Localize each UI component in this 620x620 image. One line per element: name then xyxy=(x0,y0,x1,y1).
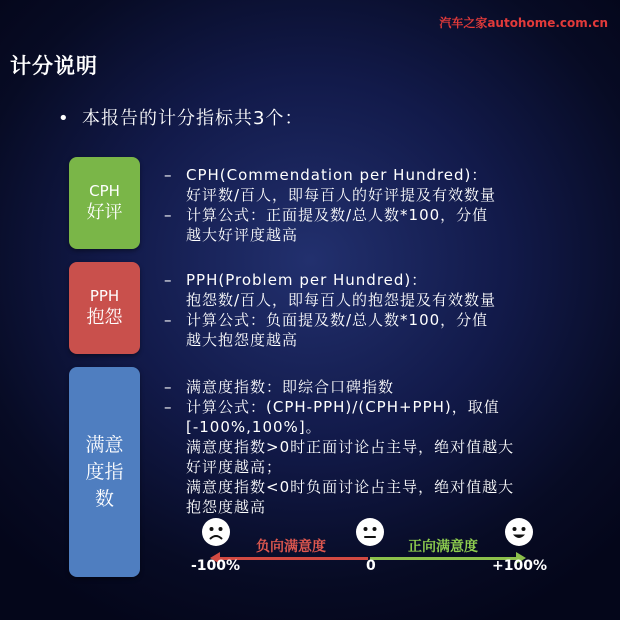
cph-card xyxy=(69,157,140,249)
satisfaction-card xyxy=(69,367,140,577)
satisfaction-negative-note: 满意度指数<0时负面讨论占主导，绝对值越大 xyxy=(186,478,515,496)
sad-face-icon xyxy=(202,518,230,546)
cph-definition-text: CPH(Commendation per Hundred)： xyxy=(186,166,488,184)
pph-description xyxy=(164,270,584,350)
cph-definition-detail: 好评数/百人，即每百人的好评提及有效数量 xyxy=(186,186,497,204)
satisfaction-definition-text: 满意度指数：即综合口碑指数 xyxy=(186,378,395,396)
satisfaction-positive-note: 满意度指数>0时正面讨论占主导，绝对值越大 xyxy=(186,438,515,456)
dash-marker: – xyxy=(164,398,173,416)
satisfaction-name: 满意度指数 xyxy=(85,433,124,510)
page-title: 计分说明 xyxy=(10,54,98,78)
positive-satisfaction-label: 正向满意度 xyxy=(408,539,478,555)
intro-line xyxy=(58,104,303,130)
satisfaction-formula xyxy=(164,397,584,417)
pph-formula-detail: 越大抱怨度越高 xyxy=(186,331,299,349)
scale-min-label: -100% xyxy=(191,558,241,574)
cph-formula xyxy=(164,205,584,225)
cph-formula-text: 计算公式：正面提及数/总人数*100，分值 xyxy=(186,206,489,224)
intro-text: 本报告的计分指标共3个： xyxy=(82,108,304,129)
pph-definition-detail: 抱怨数/百人，即每百人的抱怨提及有效数量 xyxy=(186,291,497,309)
pph-definition xyxy=(164,270,584,290)
pph-code: PPH xyxy=(89,287,120,305)
watermark: 汽车之家autohome.com.cn xyxy=(439,16,608,30)
dash-marker: – xyxy=(164,206,173,224)
scale-zero-label: 0 xyxy=(366,558,376,574)
pph-formula-text: 计算公式：负面提及数/总人数*100，分值 xyxy=(186,311,489,329)
dash-marker: – xyxy=(164,311,173,329)
pph-name: 抱怨 xyxy=(86,307,123,328)
dash-marker: – xyxy=(164,166,173,184)
negative-axis-line xyxy=(218,557,368,560)
pph-definition-text: PPH(Problem per Hundred)： xyxy=(186,271,428,289)
satisfaction-description xyxy=(164,377,584,517)
pph-formula xyxy=(164,310,584,330)
bullet-icon: • xyxy=(58,108,70,129)
cph-code: CPH xyxy=(89,182,120,200)
satisfaction-positive-note-end: 好评度越高； xyxy=(186,458,283,476)
neutral-face-icon xyxy=(356,518,384,546)
satisfaction-formula-text: 计算公式：(CPH-PPH)/(CPH+PPH)，取值 xyxy=(186,398,500,416)
satisfaction-negative-note-end: 抱怨度越高 xyxy=(186,498,267,516)
cph-name: 好评 xyxy=(86,202,123,223)
dash-marker: – xyxy=(164,378,173,396)
cph-formula-detail: 越大好评度越高 xyxy=(186,226,299,244)
dash-marker: – xyxy=(164,271,173,289)
cph-description xyxy=(164,165,584,245)
happy-face-icon xyxy=(505,518,533,546)
satisfaction-range: [-100%,100%]。 xyxy=(186,418,322,436)
scale-max-label: +100% xyxy=(492,558,547,574)
pph-card xyxy=(69,262,140,354)
negative-satisfaction-label: 负向满意度 xyxy=(256,539,326,555)
cph-definition xyxy=(164,165,584,185)
satisfaction-definition xyxy=(164,377,584,397)
